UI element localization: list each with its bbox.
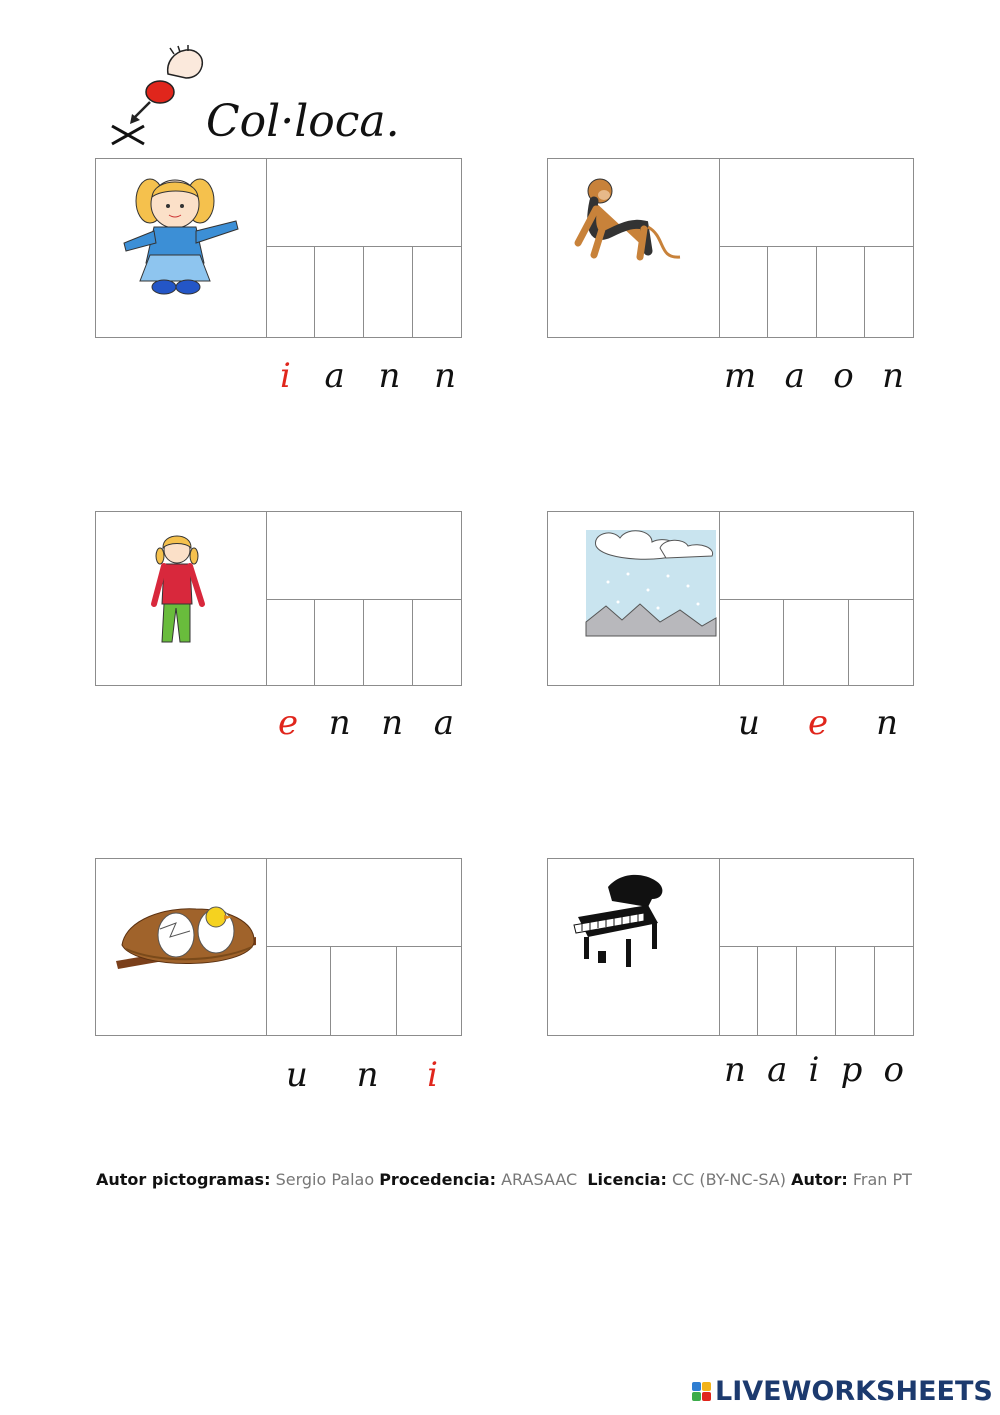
letter-slot[interactable]: [266, 946, 331, 1035]
letter-slot[interactable]: [315, 246, 364, 337]
credit-label: Procedencia:: [379, 1170, 497, 1189]
letter-slot[interactable]: [266, 246, 315, 337]
word-card-2: [547, 158, 914, 338]
credit-value: Sergio Palao: [275, 1170, 375, 1189]
letter-tile[interactable]: u: [286, 1055, 308, 1095]
credit-label: Autor pictogramas:: [96, 1170, 271, 1189]
letter-tile[interactable]: a: [767, 1050, 788, 1090]
letter-tile[interactable]: a: [433, 703, 454, 743]
letter-slot[interactable]: [849, 599, 913, 685]
picture-cell: [96, 512, 267, 685]
picture-cell: [548, 159, 720, 337]
letter-tile[interactable]: p: [840, 1050, 863, 1090]
letter-tile[interactable]: n: [882, 356, 904, 396]
letter-tile[interactable]: i: [280, 356, 291, 396]
liveworksheets-logo-icon: [692, 1382, 711, 1401]
letter-slot[interactable]: [875, 946, 913, 1035]
monkey-icon: [548, 159, 718, 339]
credit-value: CC (BY-NC-SA): [672, 1170, 786, 1189]
letter-tiles: [280, 356, 456, 396]
letter-slot[interactable]: [758, 946, 797, 1035]
letter-tiles: [286, 1055, 438, 1095]
letter-tile[interactable]: n: [378, 356, 401, 396]
picture-cell: [548, 859, 720, 1035]
letter-tile[interactable]: n: [381, 703, 404, 743]
piano-icon: [548, 859, 719, 1037]
nest-icon: [96, 859, 266, 1037]
letter-tile[interactable]: u: [738, 703, 760, 743]
picture-cell: [548, 512, 720, 685]
letter-slot[interactable]: [817, 246, 866, 337]
letter-tile[interactable]: n: [356, 1055, 379, 1095]
answer-cell[interactable]: [266, 159, 461, 247]
letter-slots: [719, 599, 913, 685]
word-card-4: [547, 511, 914, 686]
letter-tiles: [278, 703, 454, 743]
word-card-1: [95, 158, 462, 338]
letter-slot[interactable]: [719, 599, 784, 685]
letter-slot[interactable]: [865, 246, 913, 337]
letter-slot[interactable]: [797, 946, 836, 1035]
letter-slots: [719, 946, 913, 1035]
word-card-6: [547, 858, 914, 1036]
letter-tile[interactable]: n: [724, 1050, 746, 1090]
credits-line: [96, 1170, 912, 1189]
page-title: Col·loca.: [206, 96, 400, 147]
letter-tile[interactable]: a: [324, 356, 345, 396]
letter-slot[interactable]: [266, 599, 315, 685]
letter-slot[interactable]: [315, 599, 364, 685]
letter-slot[interactable]: [413, 246, 461, 337]
logo-text: LIVEWORKSHEETS: [715, 1376, 993, 1407]
letter-slots: [266, 946, 461, 1035]
word-card-3: [95, 511, 462, 686]
girl-icon: [96, 512, 266, 687]
letter-tile[interactable]: i: [427, 1055, 438, 1095]
letter-tile[interactable]: n: [328, 703, 351, 743]
letter-tile[interactable]: a: [784, 356, 805, 396]
letter-tile[interactable]: o: [883, 1050, 904, 1090]
snow-icon: [548, 512, 719, 687]
letter-tile[interactable]: i: [808, 1050, 820, 1090]
letter-slot[interactable]: [331, 946, 396, 1035]
answer-cell[interactable]: [719, 512, 913, 600]
doll-icon: [96, 159, 266, 339]
letter-slot[interactable]: [719, 246, 768, 337]
letter-slot[interactable]: [719, 946, 758, 1035]
letter-tiles: [724, 1050, 904, 1090]
word-card-5: [95, 858, 462, 1036]
answer-cell[interactable]: [266, 512, 461, 600]
answer-cell[interactable]: [266, 859, 461, 947]
liveworksheets-logo[interactable]: [692, 1376, 993, 1407]
place-instruction-icon: [108, 44, 208, 148]
letter-tiles: [724, 356, 904, 396]
letter-tile[interactable]: m: [724, 356, 757, 396]
letter-tile[interactable]: e: [278, 703, 299, 743]
letter-slots: [266, 246, 461, 337]
letter-tile[interactable]: e: [807, 703, 829, 743]
letter-slot[interactable]: [364, 599, 413, 685]
credit-label: Autor:: [791, 1170, 848, 1189]
picture-cell: [96, 159, 267, 337]
letter-slot[interactable]: [364, 246, 413, 337]
letter-tiles: [738, 703, 898, 743]
letter-slot[interactable]: [397, 946, 461, 1035]
letter-slot[interactable]: [413, 599, 461, 685]
letter-slot[interactable]: [784, 599, 849, 685]
credit-value: Fran PT: [852, 1170, 912, 1189]
letter-slots: [266, 599, 461, 685]
picture-cell: [96, 859, 267, 1035]
letter-tile[interactable]: n: [434, 356, 456, 396]
letter-slots: [719, 246, 913, 337]
credit-label: Licencia:: [587, 1170, 667, 1189]
letter-tile[interactable]: o: [833, 356, 854, 396]
credit-value: ARASAAC: [501, 1170, 578, 1189]
letter-slot[interactable]: [768, 246, 817, 337]
answer-cell[interactable]: [719, 859, 913, 947]
answer-cell[interactable]: [719, 159, 913, 247]
letter-slot[interactable]: [836, 946, 875, 1035]
letter-tile[interactable]: n: [876, 703, 898, 743]
